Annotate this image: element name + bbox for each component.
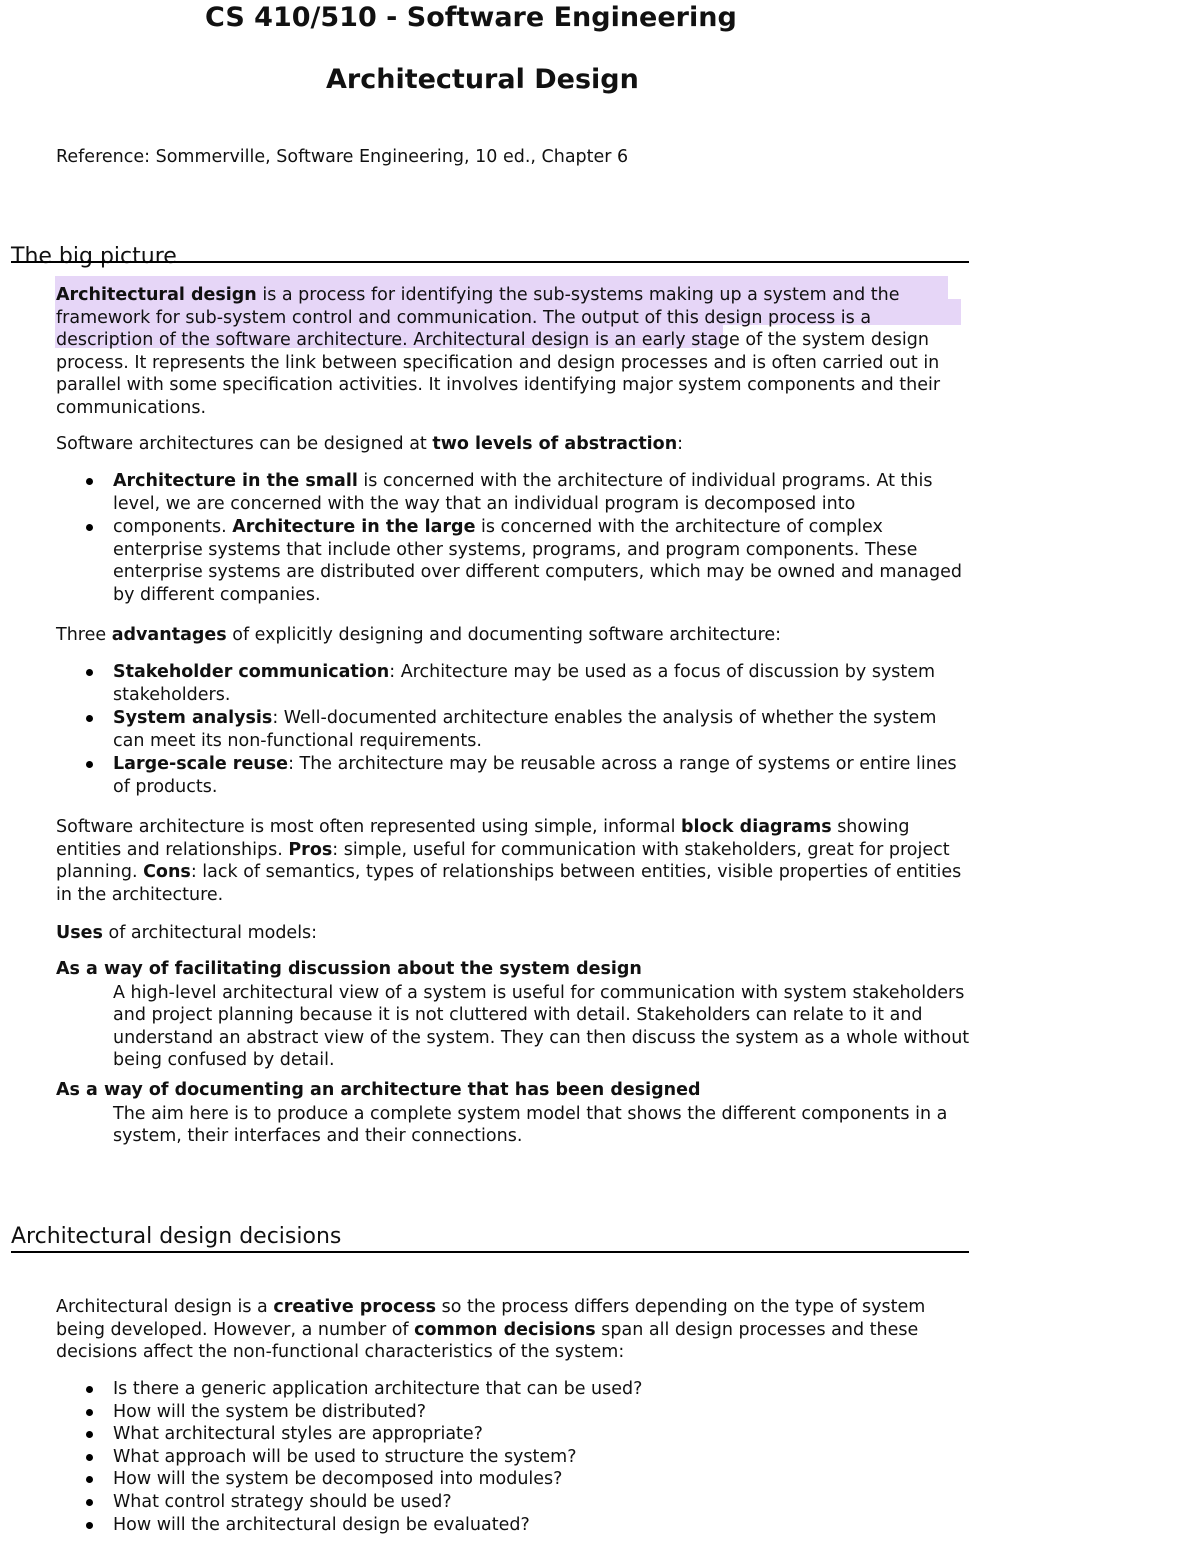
- advantages-intro: [56, 624, 971, 647]
- item-term: Architecture in the large: [232, 517, 476, 538]
- question-text: What architectural styles are appropriate?: [113, 1424, 483, 1445]
- bold-text: common decisions: [414, 1319, 596, 1340]
- bullet-icon: [86, 1454, 93, 1461]
- section-heading-big-picture: The big picture: [11, 244, 177, 269]
- uses-definition-list: [56, 958, 971, 1148]
- adv-bold: advantages: [111, 625, 227, 645]
- text: showing entities and relationships.: [56, 817, 910, 860]
- list-item: [56, 1468, 971, 1491]
- bold-text: Cons: [143, 862, 191, 883]
- list-item: [56, 470, 971, 515]
- definition-term: As a way of documenting an architecture that has been designed: [56, 1079, 701, 1100]
- list-item: [56, 1378, 971, 1401]
- levels-bold: two levels of abstraction: [432, 434, 678, 454]
- list-item: [56, 516, 971, 606]
- item-term: Architecture in the small: [113, 471, 358, 491]
- list-item: [56, 707, 971, 752]
- intro-text: is a process for identifying the sub-systems making up a system and the framework for sub-system control and communication. The output of this design process is a description of the software architecture. Architectural design is an early stage of the system design process. It represents the link between specification and design processes and is often carried out in parallel with some specification activities. It involves identifying major system components and their communications.: [56, 285, 941, 418]
- bullet-icon: [86, 669, 93, 676]
- bullet-icon: [86, 478, 93, 485]
- bullet-icon: [86, 524, 93, 531]
- text: Software architecture is most often represented using simple, informal: [56, 817, 682, 837]
- levels-intro: [56, 433, 971, 456]
- uses-post: of architectural models:: [102, 923, 318, 943]
- bullet-icon: [86, 1522, 93, 1529]
- item-term: System analysis: [113, 708, 273, 729]
- item-text: : Well-documented architecture enables the analysis of whether the system can meet its non-functional requirements.: [113, 708, 937, 751]
- question-text: Is there a generic application architecture that can be used?: [113, 1379, 643, 1399]
- adv-post: of explicitly designing and documenting software architecture:: [226, 625, 782, 645]
- bullet-icon: [86, 1431, 93, 1438]
- bullet-icon: [86, 1476, 93, 1483]
- item-term: Stakeholder communication: [113, 662, 390, 682]
- adv-pre: Three: [56, 625, 112, 645]
- item-term: Large-scale reuse: [113, 754, 289, 775]
- text: span all design processes and these decisions affect the non-functional characteristics of the system:: [56, 1319, 919, 1363]
- section-divider: [11, 1251, 969, 1253]
- definition-term: As a way of facilitating discussion about the system design: [56, 959, 642, 979]
- reference-line: Reference: Sommerville, Software Engineering, 10 ed., Chapter 6: [56, 147, 629, 167]
- bullet-icon: [86, 715, 93, 722]
- bold-text: Pros: [288, 839, 333, 860]
- question-text: What control strategy should be used?: [113, 1491, 452, 1512]
- question-text: What approach will be used to structure the system?: [113, 1446, 577, 1467]
- item-text: : The architecture may be reusable across a range of systems or entire lines of products.: [113, 754, 957, 797]
- definition-text: The aim here is to produce a complete system model that shows the different components in a system, their interfaces and their connections.: [113, 1103, 948, 1147]
- section-divider: [11, 261, 969, 263]
- list-item: [56, 1401, 971, 1424]
- design-decisions-paragraph: [56, 1296, 971, 1364]
- levels-list: [56, 470, 971, 607]
- list-item: [56, 661, 971, 706]
- text: : lack of semantics, types of relationships between entities, visible properties of entities in the architecture.: [56, 862, 962, 905]
- intro-paragraph: [56, 284, 971, 420]
- text: Architectural design is a: [56, 1297, 274, 1317]
- list-item: [56, 1514, 971, 1537]
- levels-post: :: [677, 434, 684, 454]
- uses-bold: Uses: [56, 923, 103, 943]
- advantages-list: [56, 661, 971, 799]
- block-diagrams-paragraph: [56, 816, 971, 906]
- list-item: [56, 1446, 971, 1469]
- bold-text: block diagrams: [681, 817, 832, 837]
- text: so the process differs depending on the type of system being developed. However, a number of: [56, 1297, 926, 1340]
- levels-pre: Software architectures can be designed at: [56, 434, 433, 454]
- list-item: [56, 1491, 971, 1514]
- bullet-icon: [86, 761, 93, 768]
- item-pre: components.: [113, 517, 233, 538]
- list-item: [56, 753, 971, 798]
- text: : simple, useful for communication with stakeholders, great for project planning.: [56, 839, 950, 883]
- uses-intro: [56, 922, 971, 945]
- design-questions-list: [56, 1378, 971, 1536]
- item-text: : Architecture may be used as a focus of discussion by system stakeholders.: [113, 662, 936, 705]
- question-text: How will the architectural design be evaluated?: [113, 1514, 530, 1535]
- bullet-icon: [86, 1409, 93, 1416]
- bullet-icon: [86, 1386, 93, 1393]
- list-item: [56, 1423, 971, 1446]
- bullet-icon: [86, 1499, 93, 1506]
- definition-text: A high-level architectural view of a system is useful for communication with system stakeholders and project planning because it is not cluttered with detail. Stakeholders can relate to it and understand an abstract view of the system. They can then discuss the system as a whole without being confused by detail.: [113, 982, 970, 1071]
- course-title: CS 410/510 - Software Engineering: [205, 2, 737, 33]
- question-text: How will the system be distributed?: [113, 1401, 426, 1422]
- item-text: is concerned with the architecture of complex enterprise systems that include other systems, programs, and program components. These enterprise systems are distributed over different computers, which may be owned and managed by different companies.: [113, 517, 962, 605]
- section-heading-design-decisions: Architectural design decisions: [11, 1224, 342, 1249]
- bold-text: creative process: [273, 1297, 437, 1317]
- term-architectural-design: Architectural design: [56, 285, 257, 305]
- question-text: How will the system be decomposed into modules?: [113, 1469, 563, 1490]
- item-text: is concerned with the architecture of individual programs. At this level, we are concerned with the way that an individual program is decomposed into: [113, 471, 933, 514]
- page-title: Architectural Design: [326, 64, 639, 95]
